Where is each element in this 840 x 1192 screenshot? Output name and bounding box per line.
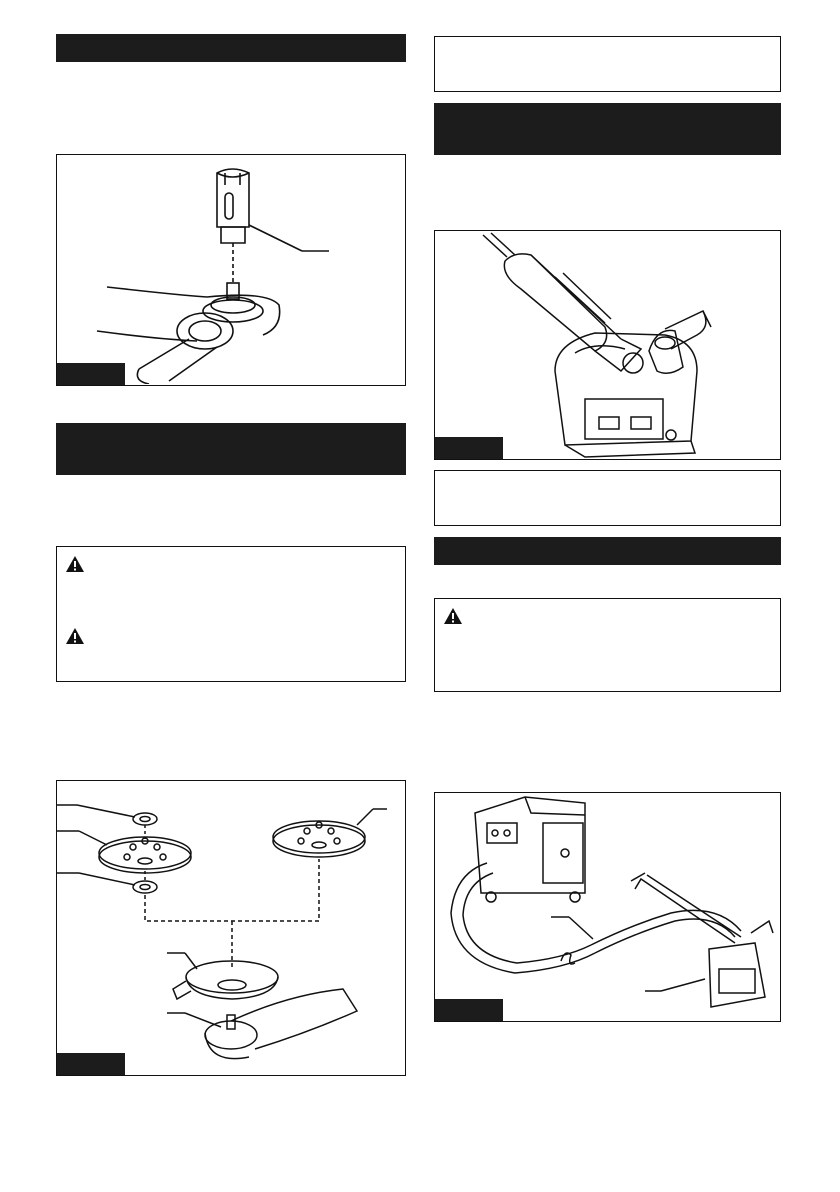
figure-core-bit-adapter (56, 154, 406, 386)
figure-number-tab (57, 1053, 125, 1075)
warning-box-right (434, 598, 781, 692)
dust-extractor-drawing (435, 793, 779, 1020)
warning-box-left (56, 546, 406, 682)
figure-wheel-guard-flanges (56, 780, 406, 1076)
section-header-bar-1 (56, 34, 406, 62)
figure-number-tab (435, 437, 503, 459)
warning-triangle-icon (65, 555, 85, 573)
figure-grinder-dust-shroud (434, 230, 781, 460)
core-bit-adapter-drawing (57, 155, 404, 384)
note-box-mid-right (434, 470, 781, 526)
warning-triangle-icon (65, 627, 85, 645)
figure-dust-extractor-connection (434, 792, 781, 1022)
warning-triangle-icon (443, 607, 463, 625)
grinder-with-shroud-drawing (435, 231, 779, 458)
section-header-bar-3 (434, 103, 781, 155)
note-box-top-right (434, 36, 781, 92)
figure-number-tab (57, 363, 125, 385)
wheel-guard-flanges-drawing (57, 781, 404, 1074)
section-header-bar-2 (56, 423, 406, 475)
section-header-bar-4 (434, 537, 781, 565)
figure-number-tab (435, 999, 503, 1021)
